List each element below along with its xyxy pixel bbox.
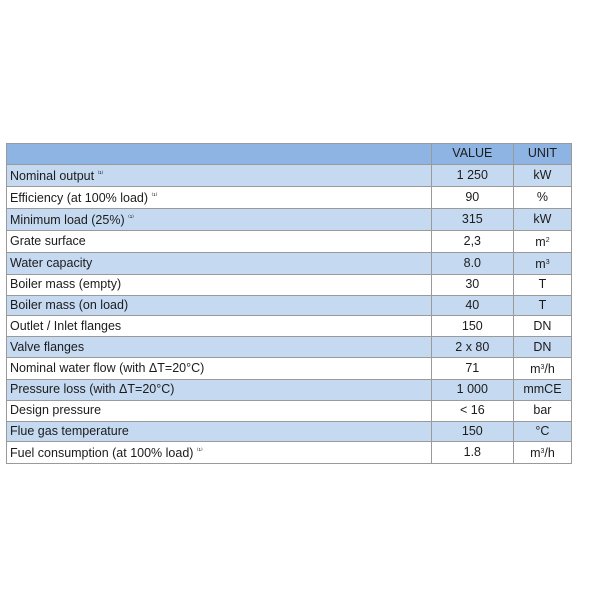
row-unit xyxy=(513,316,571,337)
unit-exponent: 2 xyxy=(545,236,550,244)
value-column-header: VALUE xyxy=(431,144,513,165)
row-value: 8.0 xyxy=(431,252,513,274)
row-value: 150 xyxy=(431,421,513,442)
row-value: 40 xyxy=(431,295,513,316)
row-label xyxy=(7,316,432,337)
unit-exponent: 3 xyxy=(545,258,550,266)
row-value: < 16 xyxy=(431,400,513,421)
row-unit xyxy=(513,252,571,274)
unit-tail: /h xyxy=(544,446,555,461)
row-value: 1 000 xyxy=(431,379,513,400)
row-value: 1.8 xyxy=(431,442,513,464)
footnote-marker: ⁽¹⁾ xyxy=(97,170,104,178)
row-unit xyxy=(513,442,571,464)
table-row xyxy=(7,274,572,295)
row-label xyxy=(7,337,432,358)
unit-text: m xyxy=(530,446,541,461)
row-label xyxy=(7,252,432,274)
row-unit xyxy=(513,164,571,186)
unit-exponent: 3 xyxy=(540,363,545,371)
table-row xyxy=(7,337,572,358)
unit-text: DN xyxy=(533,339,552,354)
row-value: 315 xyxy=(431,208,513,230)
row-unit xyxy=(513,274,571,295)
row-value: 2 x 80 xyxy=(431,337,513,358)
row-label-text: Nominal output xyxy=(10,168,95,183)
table-row xyxy=(7,357,572,379)
unit-text: T xyxy=(538,297,547,312)
row-value: 150 xyxy=(431,316,513,337)
row-unit xyxy=(513,208,571,230)
row-label xyxy=(7,230,432,252)
row-unit xyxy=(513,421,571,442)
row-label-text: Efficiency (at 100% load) xyxy=(10,190,149,205)
unit-text: T xyxy=(538,277,547,292)
header-row xyxy=(7,144,572,165)
row-value: 71 xyxy=(431,357,513,379)
row-value: 1 250 xyxy=(431,164,513,186)
unit-exponent: 3 xyxy=(540,448,545,456)
row-value: 90 xyxy=(431,186,513,208)
row-label xyxy=(7,400,432,421)
unit-text: m xyxy=(530,361,541,376)
table-row xyxy=(7,316,572,337)
row-label-text: Minimum load (25%) xyxy=(10,212,125,227)
unit-text: DN xyxy=(533,318,552,333)
row-label xyxy=(7,274,432,295)
row-label-text: Flue gas temperature xyxy=(10,423,129,438)
table-row xyxy=(7,252,572,274)
unit-text: kW xyxy=(533,211,552,226)
row-label-text: Valve flanges xyxy=(10,339,85,354)
table-row xyxy=(7,295,572,316)
unit-text: m xyxy=(535,256,546,271)
unit-column-header: UNIT xyxy=(513,144,571,165)
table-row xyxy=(7,164,572,186)
unit-text: bar xyxy=(533,403,552,418)
row-unit xyxy=(513,337,571,358)
table-row xyxy=(7,379,572,400)
specifications-table xyxy=(6,143,572,464)
row-label-text: Boiler mass (empty) xyxy=(10,277,122,292)
row-unit xyxy=(513,295,571,316)
row-label xyxy=(7,208,432,230)
row-label-text: Fuel consumption (at 100% load) xyxy=(10,446,194,461)
row-label xyxy=(7,186,432,208)
row-label xyxy=(7,379,432,400)
row-unit xyxy=(513,379,571,400)
table-row xyxy=(7,400,572,421)
row-unit xyxy=(513,230,571,252)
row-value: 30 xyxy=(431,274,513,295)
row-label xyxy=(7,295,432,316)
unit-text: kW xyxy=(533,167,552,182)
row-label-text: Pressure loss (with ΔT=20°C) xyxy=(10,382,175,397)
table-row xyxy=(7,230,572,252)
row-value: 2,3 xyxy=(431,230,513,252)
row-label-text: Outlet / Inlet flanges xyxy=(10,318,122,333)
row-label xyxy=(7,442,432,464)
unit-text: mmCE xyxy=(523,382,562,397)
footnote-marker: ⁽¹⁾ xyxy=(196,448,203,456)
unit-tail: /h xyxy=(544,361,555,376)
row-label xyxy=(7,357,432,379)
row-label xyxy=(7,164,432,186)
row-label-text: Nominal water flow (with ΔT=20°C) xyxy=(10,360,205,375)
table-row xyxy=(7,186,572,208)
table-row xyxy=(7,421,572,442)
unit-text: % xyxy=(536,189,548,204)
row-label xyxy=(7,421,432,442)
footnote-marker: ⁽¹⁾ xyxy=(128,214,134,222)
row-label-text: Boiler mass (on load) xyxy=(10,297,129,312)
label-column-header xyxy=(7,144,432,165)
unit-text: °C xyxy=(535,423,550,438)
row-unit xyxy=(513,186,571,208)
table-row xyxy=(7,208,572,230)
row-label-text: Design pressure xyxy=(10,403,102,418)
unit-text: m xyxy=(535,234,546,249)
row-unit xyxy=(513,357,571,379)
row-unit xyxy=(513,400,571,421)
row-label-text: Water capacity xyxy=(10,255,93,270)
footnote-marker: ⁽¹⁾ xyxy=(151,192,158,200)
table-row xyxy=(7,442,572,464)
row-label-text: Grate surface xyxy=(10,233,86,248)
